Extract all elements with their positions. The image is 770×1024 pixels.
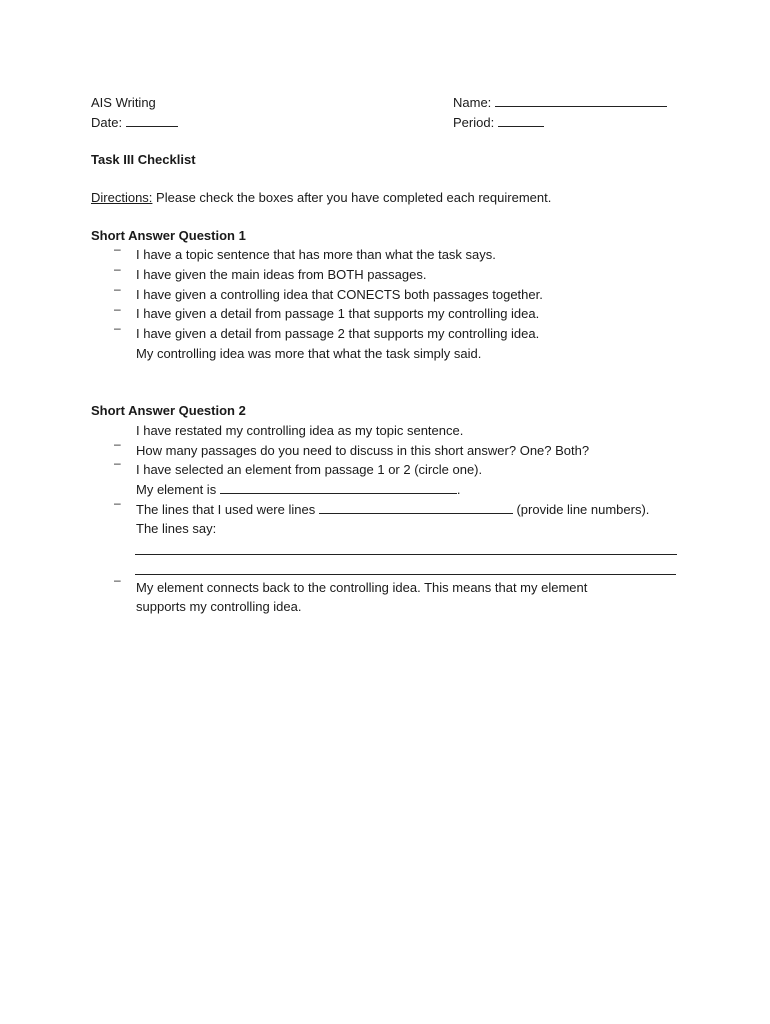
period-label: Period: (453, 115, 495, 130)
lines-used-line (136, 502, 649, 518)
lines-used-blank[interactable] (319, 502, 513, 514)
lines-say-blank-2[interactable] (135, 574, 676, 575)
name-blank[interactable] (495, 95, 667, 107)
checkbox-q2-3[interactable]: – (114, 496, 121, 510)
q2-item: I have selected an element from passage 1 or 2 (circle one). (136, 462, 483, 477)
connects-line-1: My element connects back to the controlling idea. This means that my element (136, 580, 588, 595)
lines-used-label: The lines that I used were lines (136, 502, 316, 517)
course-title: AIS Writing (91, 95, 156, 110)
checkbox-q1-2[interactable]: – (114, 262, 121, 276)
element-line (136, 482, 460, 498)
q1-heading: Short Answer Question 1 (91, 228, 246, 243)
page-title: Task III Checklist (91, 152, 196, 167)
period-blank[interactable] (498, 115, 544, 127)
q1-item: I have a topic sentence that has more than what the task says. (136, 247, 496, 262)
directions-text: Please check the boxes after you have completed each requirement. (156, 190, 552, 205)
checkbox-q1-3[interactable]: – (114, 282, 121, 296)
element-end: . (456, 482, 461, 497)
date-field[interactable] (91, 115, 178, 131)
q2-item: I have restated my controlling idea as my topic sentence. (136, 423, 464, 438)
checkbox-q1-4[interactable]: – (114, 302, 121, 316)
q1-item: I have given the main ideas from BOTH passages. (136, 267, 427, 282)
name-label: Name: (453, 95, 492, 110)
connects-line-2: supports my controlling idea. (136, 599, 302, 614)
q1-item: I have given a controlling idea that CONECTS both passages together. (136, 287, 543, 302)
date-label: Date: (91, 115, 123, 130)
date-blank[interactable] (126, 115, 178, 127)
checkbox-q2-2[interactable]: – (114, 456, 121, 470)
directions (91, 190, 551, 206)
checkbox-q1-5[interactable]: – (114, 321, 121, 335)
q1-item: I have given a detail from passage 1 that supports my controlling idea. (136, 306, 540, 321)
checkbox-q2-4[interactable]: – (114, 573, 121, 587)
element-label: My element is (136, 482, 217, 497)
q2-heading: Short Answer Question 2 (91, 403, 246, 418)
lines-say-blank-1[interactable] (135, 554, 677, 555)
directions-label: Directions: (91, 190, 153, 205)
checkbox-q1-1[interactable]: – (114, 242, 121, 256)
lines-say-label: The lines say: (136, 521, 217, 536)
q1-item: I have given a detail from passage 2 that supports my controlling idea. (136, 326, 540, 341)
element-blank[interactable] (220, 482, 457, 494)
name-field[interactable] (453, 95, 667, 111)
q2-item: How many passages do you need to discuss in this short answer? One? Both? (136, 443, 590, 458)
period-field[interactable] (453, 115, 544, 131)
lines-used-note: (provide line numbers). (516, 502, 650, 517)
q1-item: My controlling idea was more that what the task simply said. (136, 346, 482, 361)
checkbox-q2-1[interactable]: – (114, 437, 121, 451)
